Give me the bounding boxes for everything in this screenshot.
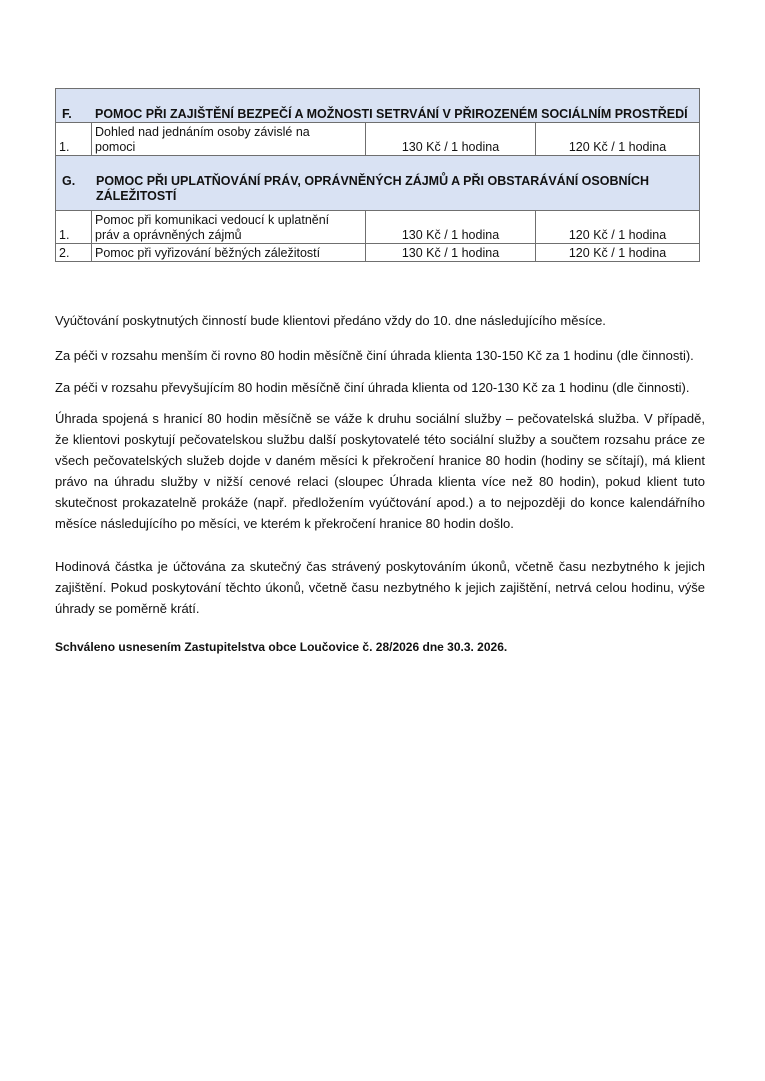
table-row [56, 244, 700, 262]
service-name-line: práv a oprávněných zájmů [95, 228, 242, 242]
over-80-hours-paragraph: Za péči v rozsahu převyšujícím 80 hodin měsíčně činí úhrada klienta od 120-130 Kč za 1 hodinu (dle činnosti). [55, 380, 690, 395]
table-row [56, 211, 700, 244]
approval-statement: Schváleno usnesením Zastupitelstva obce Loučovice č. 28/2026 dne 30.3. 2026. [55, 640, 508, 654]
section-letter: F. [62, 107, 72, 121]
hourly-rate-paragraph: Hodinová částka je účtována za skutečný čas strávený poskytováním úkonů, včetně času nezbytného k jejich zajištění. Pokud poskytování těchto úkonů, včetně času nezbytného k jejich zajištění, netrvá celou hodinu, výše úhrady se poměrně krátí. [55, 559, 705, 616]
billing-paragraph: Vyúčtování poskytnutých činností bude klientovi předáno vždy do 10. dne následujícího měsíce. [55, 313, 606, 328]
service-name-line: Dohled nad jednáním osoby závislé na [95, 125, 310, 139]
section-title: POMOC PŘI ZAJIŠTĚNÍ BEZPEČÍ A MOŽNOSTI SETRVÁNÍ V PŘIROZENÉM SOCIÁLNÍM PROSTŘEDÍ [95, 107, 688, 121]
section-header-g [56, 156, 700, 211]
section-header-f [56, 89, 700, 123]
service-name-line: Pomoc při komunikaci vedoucí k uplatnění [95, 213, 330, 227]
service-name [92, 123, 366, 156]
row-number: 1. [56, 123, 92, 156]
limit-paragraph: Úhrada spojená s hranicí 80 hodin měsíčně se váže k druhu sociální služby – pečovatelská služba. V případě, že klientovi poskytují pečovatelskou službu další poskytovatelé této sociální služby a součtem rozsahu práce ze všech pečovatelských služeb dojde v daném měsíci k překročení hranice 80 hodin (hodiny se sčítají), má klient právo na úhradu služby v nižší cenové relaci (sloupec Úhrada klienta více než 80 hodin), pokud klient tuto skutečnost prokazatelně prokáže (např. předložením vyúčtování apod.) a to nejpozději do konce kalendářního měsíce následujícího po měsíci, ve kterém k překročení hranice 80 hodin došlo. [55, 411, 705, 531]
row-number: 2. [56, 244, 92, 262]
table-row [56, 123, 700, 156]
price-standard: 130 Kč / 1 hodina [366, 244, 536, 262]
section-letter: G. [62, 174, 76, 188]
under-80-hours-paragraph: Za péči v rozsahu menším či rovno 80 hodin měsíčně činí úhrada klienta 130-150 Kč za 1 hodinu (dle činnosti). [55, 348, 694, 363]
row-number: 1. [56, 211, 92, 244]
price-over-80: 120 Kč / 1 hodina [536, 244, 700, 262]
price-table [55, 88, 700, 262]
service-name: Pomoc při vyřizování běžných záležitostí [92, 244, 366, 262]
service-name-line: pomoci [95, 140, 136, 154]
price-standard: 130 Kč / 1 hodina [366, 123, 536, 156]
price-over-80: 120 Kč / 1 hodina [536, 123, 700, 156]
price-over-80: 120 Kč / 1 hodina [536, 211, 700, 244]
section-title: POMOC PŘI UPLATŇOVÁNÍ PRÁV, OPRÁVNĚNÝCH ZÁJMŮ A PŘI OBSTARÁVÁNÍ OSOBNÍCH ZÁLEŽITOSTÍ [96, 174, 650, 203]
service-name [92, 211, 366, 244]
price-standard: 130 Kč / 1 hodina [366, 211, 536, 244]
